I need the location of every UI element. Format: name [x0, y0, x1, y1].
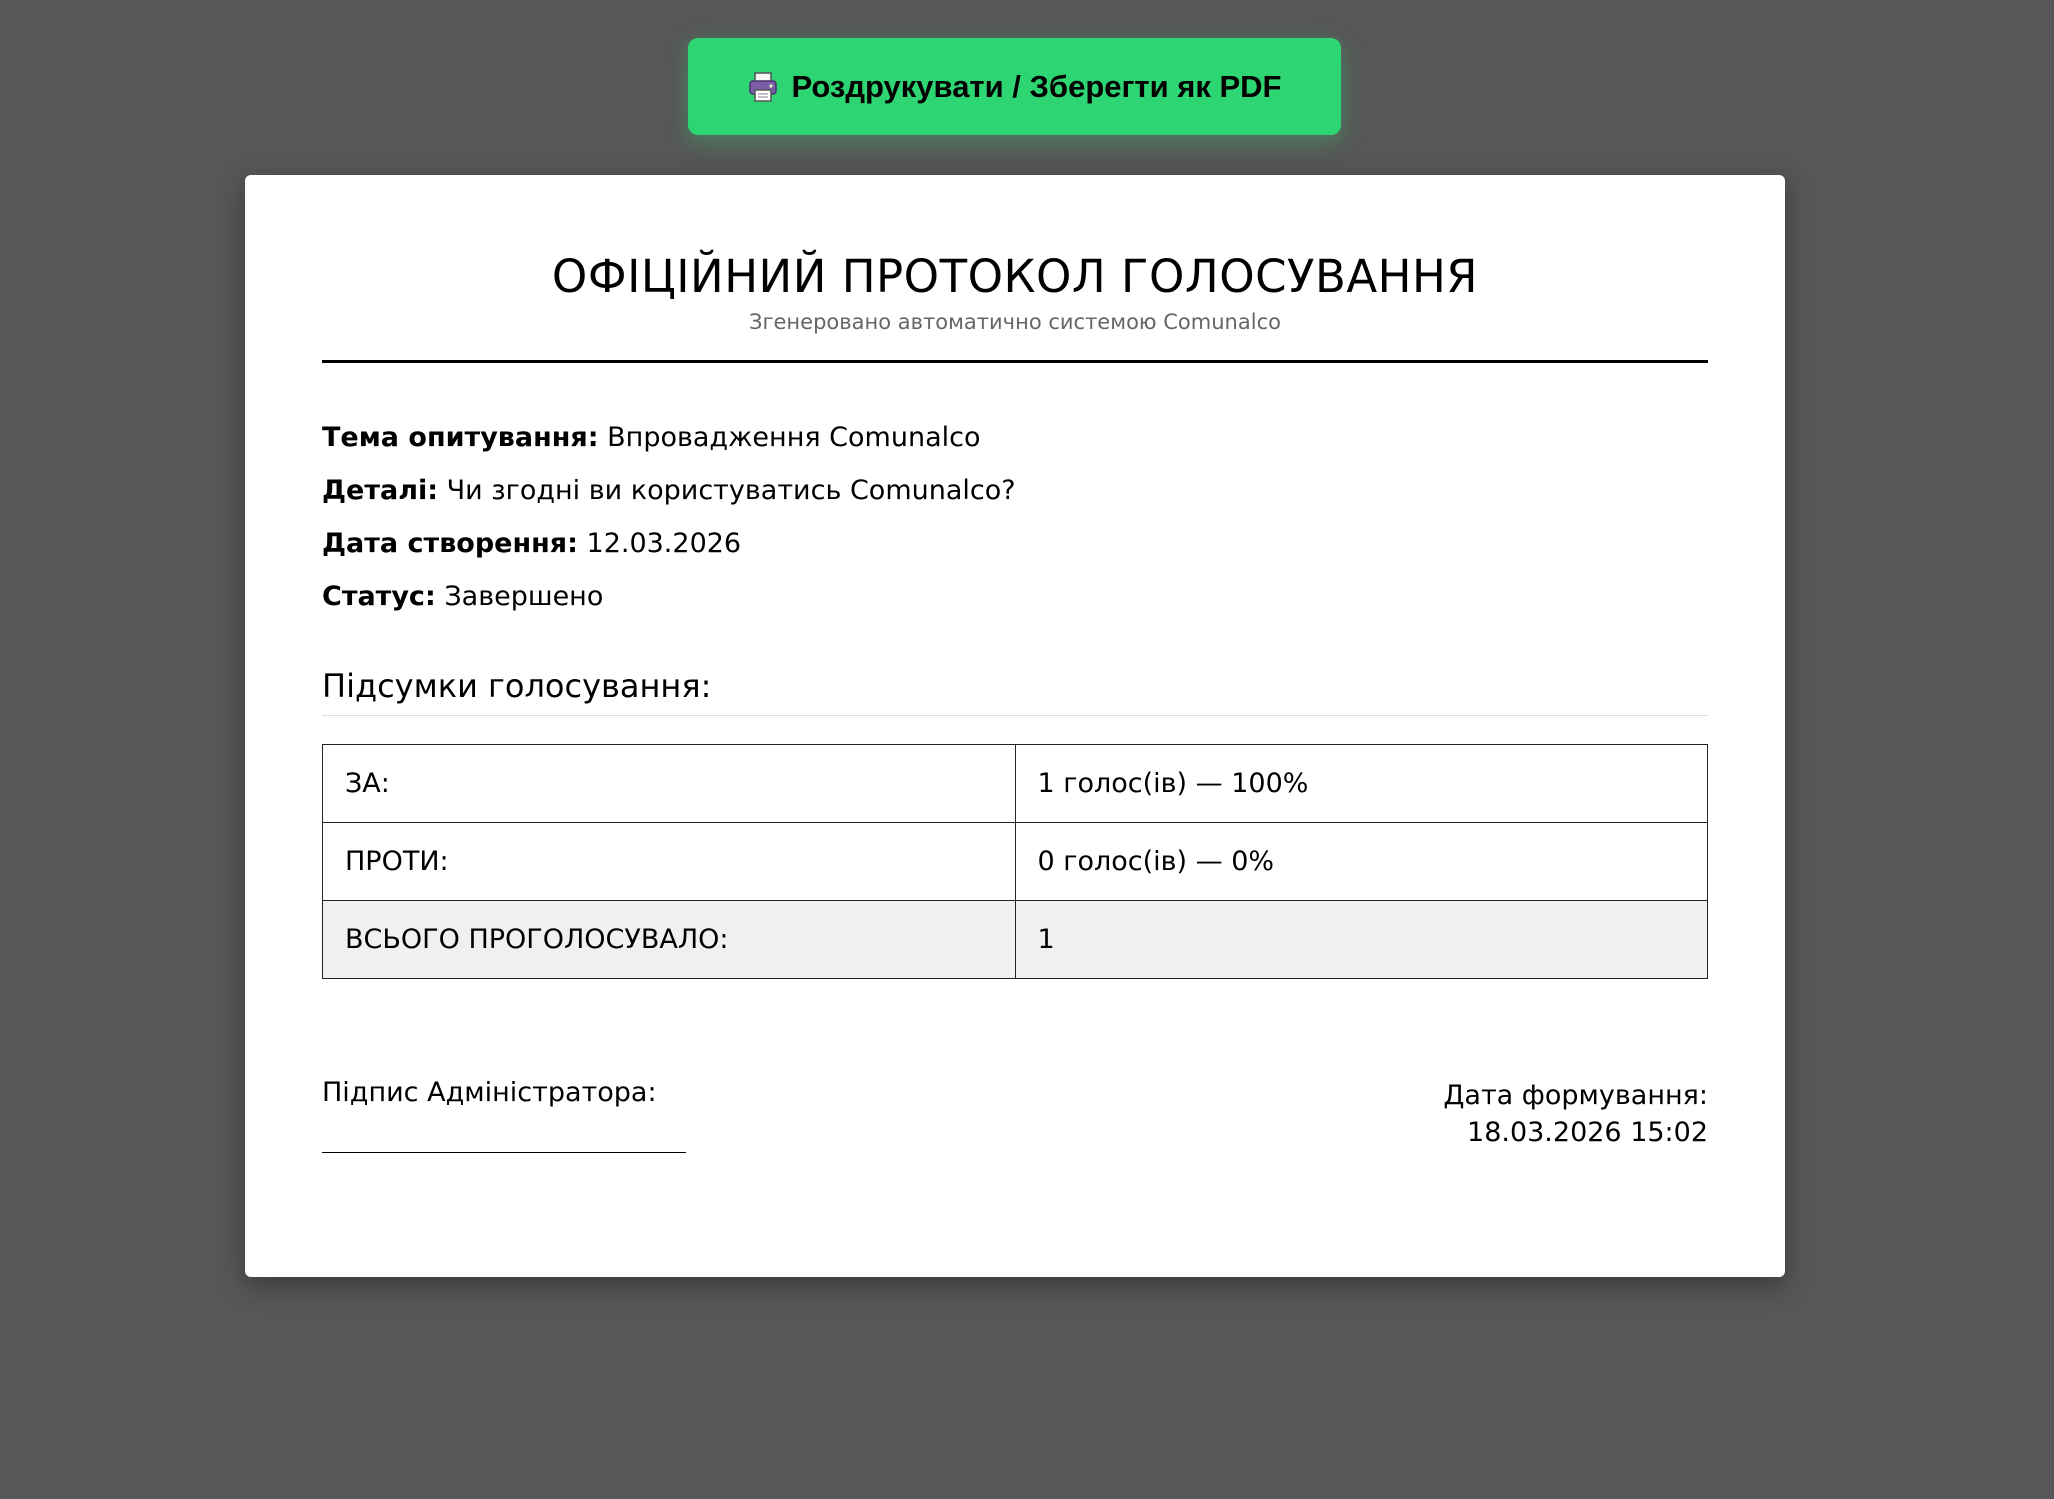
- table-row-total: [323, 901, 1708, 979]
- against-value: 0 голос(ів) — 0%: [1015, 823, 1708, 901]
- printer-icon: [748, 71, 778, 103]
- document-title: ОФІЦІЙНИЙ ПРОТОКОЛ ГОЛОСУВАННЯ: [551, 250, 1479, 303]
- meta-created-label: Дата створення:: [322, 528, 578, 559]
- meta-details-label: Деталі:: [322, 475, 439, 506]
- meta-details-value: Чи згодні ви користуватись Comunalco?: [446, 475, 1016, 506]
- signature-label: Підпис Адміністратора:: [322, 1077, 657, 1108]
- title-divider: [322, 360, 1708, 363]
- table-row: [323, 745, 1708, 823]
- document-subtitle: Згенеровано автоматично системою Comunalco: [749, 310, 1281, 334]
- results-table: [322, 744, 1708, 979]
- meta-topic: [322, 421, 1708, 474]
- meta-status: [322, 580, 1708, 633]
- results-title: Підсумки голосування:: [322, 667, 1708, 716]
- print-button-label: Роздрукувати / Зберегти як PDF: [791, 68, 1282, 104]
- total-label: ВСЬОГО ПРОГОЛОСУВАЛО:: [323, 901, 1016, 979]
- protocol-document: [245, 175, 1785, 1277]
- meta-status-label: Статус:: [322, 581, 436, 612]
- meta-created-value: 12.03.2026: [586, 528, 742, 559]
- poll-meta: [322, 421, 1708, 633]
- against-label: ПРОТИ:: [323, 823, 1016, 901]
- meta-created: [322, 527, 1708, 580]
- meta-topic-value: Впровадження Comunalco: [607, 422, 981, 453]
- print-button[interactable]: [688, 38, 1341, 135]
- for-value: 1 голос(ів) — 100%: [1015, 745, 1708, 823]
- for-label: ЗА:: [323, 745, 1016, 823]
- total-value: 1: [1015, 901, 1708, 979]
- generation-date-value: 18.03.2026 15:02: [1467, 1117, 1708, 1148]
- meta-topic-label: Тема опитування:: [322, 422, 599, 453]
- signature-line: [322, 1108, 686, 1153]
- signature-block: [322, 1077, 686, 1153]
- generation-date-block: [1443, 1077, 1708, 1153]
- table-row: [323, 823, 1708, 901]
- generation-date-label: Дата формування:: [1443, 1080, 1708, 1111]
- meta-status-value: Завершено: [444, 581, 604, 612]
- document-footer: [322, 1077, 1708, 1153]
- meta-details: [322, 474, 1708, 527]
